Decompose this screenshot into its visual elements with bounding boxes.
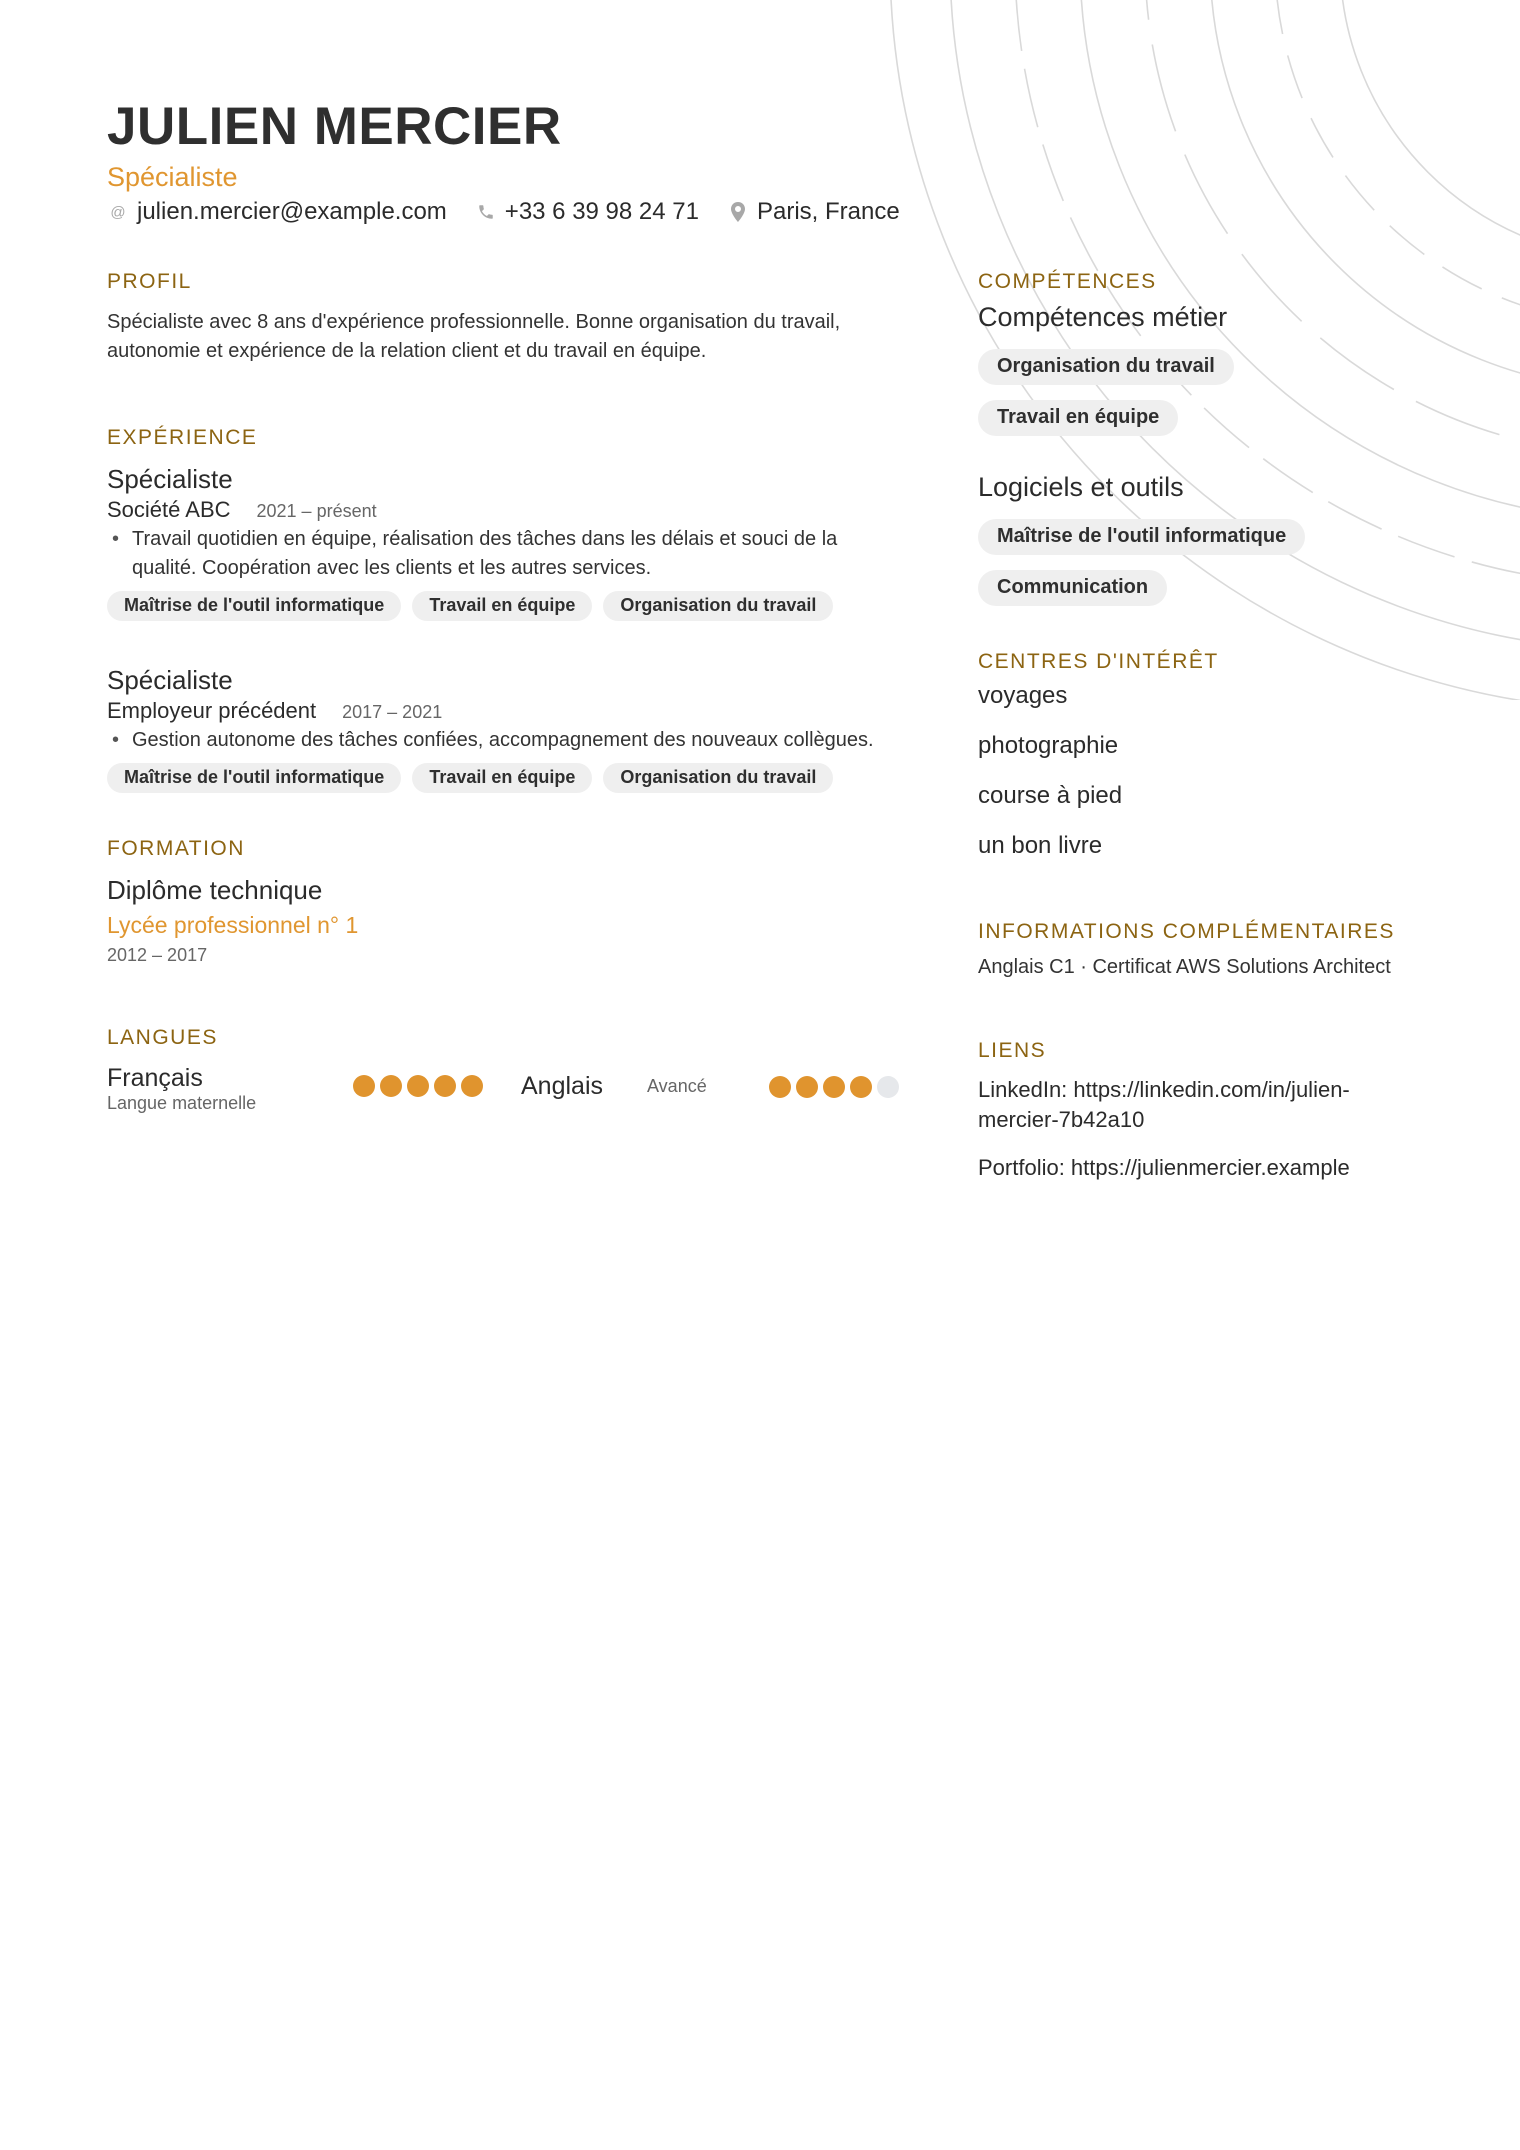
job-entry [107, 665, 897, 793]
skill-tag: Organisation du travail [978, 349, 1234, 385]
phone-text: +33 6 39 98 24 71 [504, 198, 699, 225]
additional-text: Anglais C1 · Certificat AWS Solutions Architect [978, 956, 1391, 978]
candidate-name: JULIEN MERCIER [107, 97, 562, 156]
rating-dot-filled [769, 1076, 791, 1098]
job-company-line [107, 497, 897, 523]
job-bullet: • Gestion autonome des tâches confiées, accompagnement des nouveaux collègues. [107, 726, 897, 755]
link-linkedin[interactable]: LinkedIn: https://linkedin.com/in/julien-mercier-7b42a10 [978, 1077, 1350, 1132]
experience-section [107, 426, 897, 793]
education-heading: FORMATION [107, 837, 245, 860]
job-bullets [107, 726, 897, 755]
contact-bar [107, 198, 928, 226]
rating-dot-filled [823, 1076, 845, 1098]
interest-item: un bon livre [978, 832, 1103, 859]
job-role: Spécialiste [107, 665, 233, 695]
language-item [521, 1072, 899, 1101]
languages-row [107, 1064, 897, 1114]
job-dates: 2017 – 2021 [342, 702, 443, 722]
skill-group [978, 302, 1418, 436]
email-text: julien.mercier@example.com [137, 198, 447, 225]
skill-group-title: Logiciels et outils [978, 472, 1184, 502]
link-portfolio[interactable]: Portfolio: https://julienmercier.example [978, 1155, 1350, 1180]
job-dates: 2021 – présent [256, 501, 377, 521]
links-heading: LIENS [978, 1039, 1047, 1062]
main-column [107, 270, 897, 1174]
job-tags [107, 591, 897, 621]
additional-section [978, 920, 1418, 979]
education-section [107, 837, 897, 966]
language-level: Avancé [647, 1076, 707, 1096]
languages-heading: LANGUES [107, 1026, 218, 1049]
language-name: Anglais [521, 1072, 603, 1100]
job-role: Spécialiste [107, 464, 233, 494]
skill-tag: Travail en équipe [978, 400, 1178, 436]
skill-tag: Communication [978, 570, 1167, 606]
language-rating [353, 1075, 483, 1097]
arc-8 [1340, 0, 1520, 260]
job-tags [107, 763, 897, 793]
rating-dot-filled [434, 1075, 456, 1097]
job-company-line [107, 698, 897, 724]
map-pin-icon [727, 202, 749, 222]
skill-group-tags [978, 519, 1418, 606]
profile-heading: PROFIL [107, 270, 192, 293]
rating-dot-filled [407, 1075, 429, 1097]
skill-tag: Maîtrise de l'outil informatique [978, 519, 1305, 555]
rating-dot-filled [796, 1076, 818, 1098]
interests-heading: CENTRES D'INTÉRÊT [978, 650, 1219, 673]
languages-section [107, 1026, 897, 1114]
contact-location [727, 198, 900, 226]
rating-dot-filled [461, 1075, 483, 1097]
rating-dot-filled [850, 1076, 872, 1098]
skill-tag: Maîtrise de l'outil informatique [107, 763, 401, 793]
interest-item: course à pied [978, 782, 1123, 809]
job-bullet: • Travail quotidien en équipe, réalisation des tâches dans les délais et souci de la qualité. Coopération avec les clients et les autres services. [107, 525, 897, 583]
rating-dot-filled [380, 1075, 402, 1097]
skill-group-title: Compétences métier [978, 302, 1228, 332]
profile-section [107, 270, 897, 366]
skills-heading: COMPÉTENCES [978, 270, 1157, 293]
profile-text: Spécialiste avec 8 ans d'expérience professionnelle. Bonne organisation du travail, autonomie et expérience de la relation client et du travail en équipe. [107, 311, 841, 362]
additional-heading: INFORMATIONS COMPLÉMENTAIRES [978, 920, 1395, 943]
job-entry [107, 464, 897, 621]
skill-group-tags [978, 349, 1418, 436]
language-name: Français [107, 1064, 203, 1092]
skill-group [978, 472, 1418, 606]
interests-section [978, 650, 1418, 860]
phone-icon [475, 203, 497, 221]
at-icon: @ [110, 203, 126, 221]
degree-title: Diplôme technique [107, 875, 323, 905]
job-bullets [107, 525, 897, 583]
job-company: Société ABC [107, 497, 231, 522]
links-section [978, 1039, 1418, 1183]
school-name: Lycée professionnel n° 1 [107, 912, 359, 938]
language-level: Langue maternelle [107, 1093, 257, 1113]
skills-section [978, 270, 1418, 606]
location-text: Paris, France [756, 198, 900, 225]
interest-item: photographie [978, 732, 1119, 759]
interest-item: voyages [978, 682, 1068, 709]
education-period: 2012 – 2017 [107, 945, 208, 965]
skill-tag: Travail en équipe [412, 591, 592, 621]
language-rating [769, 1076, 899, 1098]
job-company: Employeur précédent [107, 698, 317, 723]
skill-tag: Travail en équipe [412, 763, 592, 793]
rating-dot-empty [877, 1076, 899, 1098]
candidate-headline: Spécialiste [107, 162, 238, 192]
rating-dot-filled [353, 1075, 375, 1097]
skill-tag: Organisation du travail [603, 591, 833, 621]
experience-heading: EXPÉRIENCE [107, 426, 258, 449]
language-item [107, 1064, 483, 1114]
contact-phone[interactable] [475, 198, 699, 226]
contact-email[interactable] [107, 198, 447, 226]
sidebar-column [978, 270, 1418, 1243]
skill-tag: Organisation du travail [603, 763, 833, 793]
skill-tag: Maîtrise de l'outil informatique [107, 591, 401, 621]
